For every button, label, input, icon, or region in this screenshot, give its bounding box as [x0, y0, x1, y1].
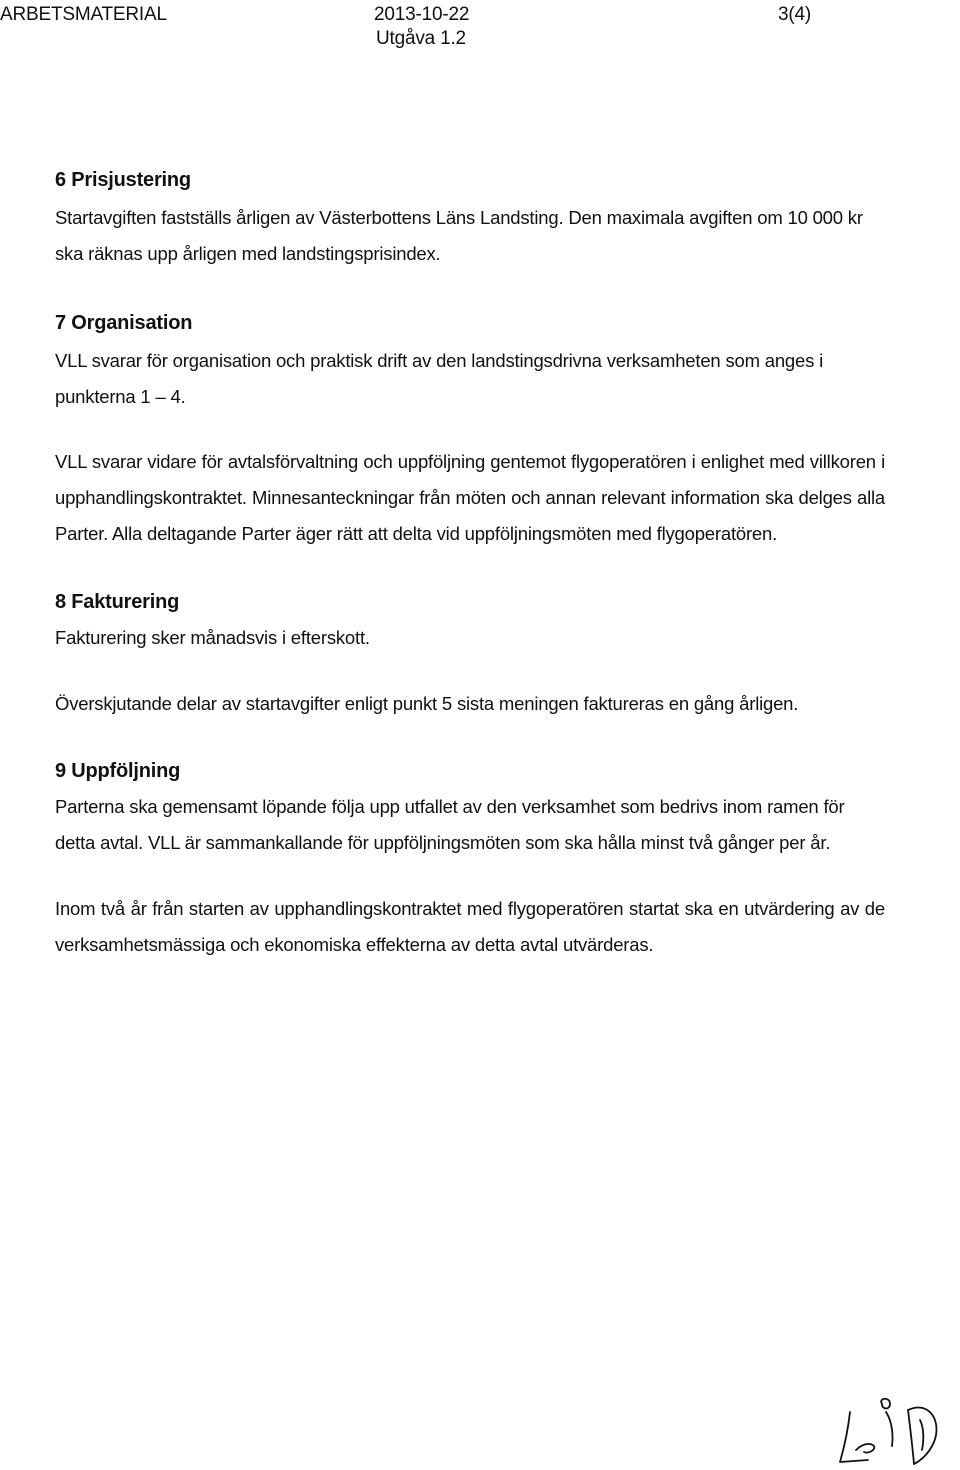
section-8-paragraph-2: Överskjutande delar av startavgifter enligt punkt 5 sista meningen faktureras en gång årligen. [55, 693, 799, 714]
section-9-paragraph-2: Inom två år från starten av upphandlingskontraktet med flygoperatören startat ska en utvärdering av de verksamhetsmässiga och ekonomiska effekterna av detta avtal utvärderas. [55, 898, 885, 955]
header-page-number: 3(4) [778, 4, 811, 25]
section-7-title: 7 Organisation [55, 312, 193, 334]
section-7-paragraph-1: VLL svarar för organisation och praktisk drift av den landstingsdrivna verksamheten som anges i punkterna 1 – 4. [55, 350, 823, 407]
header-doc-type: ARBETSMATERIAL [0, 4, 167, 25]
handwritten-initials-signature [838, 1390, 948, 1470]
section-7-paragraph-2: VLL svarar vidare för avtalsförvaltning och uppföljning gentemot flygoperatören i enlighet med villkoren i upphandlingskontraktet. Minnesanteckningar från möten och annan relevant information ska delges alla Parter. Alla deltagande Parter äger rätt att delta vid uppföljningsmöten med flygoperatören. [55, 451, 885, 544]
section-8-title: 8 Fakturering [55, 591, 180, 613]
header-date: 2013-10-22 [374, 4, 470, 25]
section-8-paragraph-1: Fakturering sker månadsvis i efterskott. [55, 627, 370, 648]
section-6-title: 6 Prisjustering [55, 169, 191, 191]
section-6-paragraph: Startavgiften fastställs årligen av Västerbottens Läns Landsting. Den maximala avgiften om 10 000 kr ska räknas upp årligen med landstingsprisindex. [55, 207, 863, 264]
section-9-paragraph-1: Parterna ska gemensamt löpande följa upp utfallet av den verksamhet som bedrivs inom ramen för detta avtal. VLL är sammankallande för uppföljningsmöten som ska hålla minst två gånger per år. [55, 796, 845, 853]
section-9-title: 9 Uppföljning [55, 760, 181, 782]
document-body [55, 162, 885, 963]
header-version: Utgåva 1.2 [376, 28, 466, 49]
